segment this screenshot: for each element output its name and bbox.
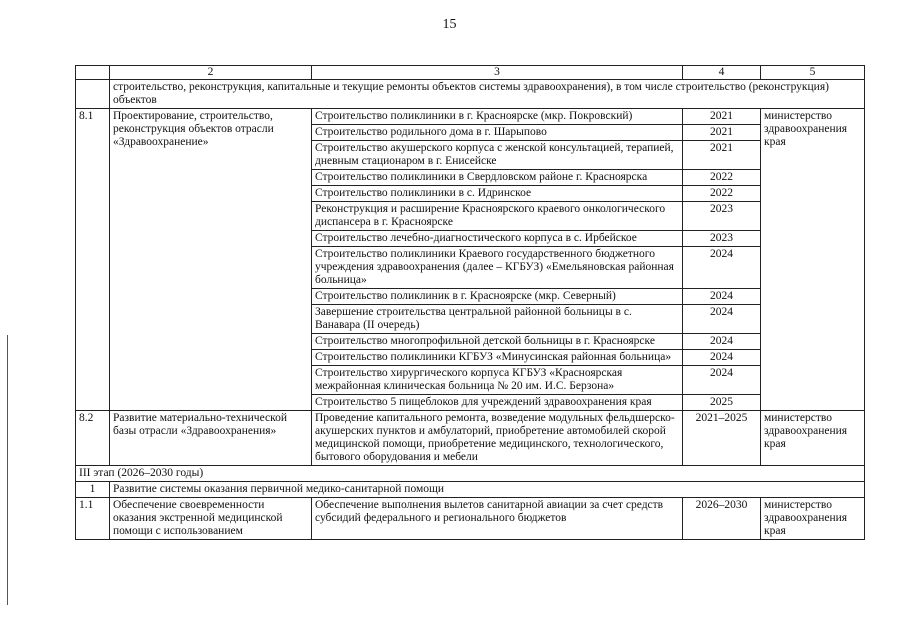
row-8-2-executor: министерство здравоохранения края [761, 411, 865, 466]
row-1-1 [76, 498, 865, 540]
row-8-1-item-text: Строительство поликлиники КГБУЗ «Минусинская районная больница» [312, 350, 683, 366]
row-8-1-item-year: 2025 [683, 395, 761, 411]
row-8-1-task: Проектирование, строительство, реконструкция объектов отрасли «Здравоохранение» [110, 109, 312, 411]
row-8-1-item-text: Строительство родильного дома в г. Шарыпово [312, 125, 683, 141]
row-8-1-item-year: 2023 [683, 231, 761, 247]
row-8-2-year: 2021–2025 [683, 411, 761, 466]
row-8-1-item-year: 2023 [683, 202, 761, 231]
continuation-num-cell [76, 80, 110, 109]
program-table [75, 65, 865, 540]
section-row [76, 482, 865, 498]
row-8-1-item-year: 2024 [683, 334, 761, 350]
page-number: 15 [442, 17, 457, 32]
row-8-1-item-year: 2024 [683, 289, 761, 305]
row-8-2 [76, 411, 865, 466]
row-1-1-activity: Обеспечение выполнения вылетов санитарной авиации за счет средств субсидий федерального и регионального бюджетов [312, 498, 683, 540]
continuation-row [76, 80, 865, 109]
row-8-1-item-text: Строительство поликлиники в Свердловском районе г. Красноярска [312, 170, 683, 186]
stage-title: III этап (2026–2030 годы) [76, 466, 865, 482]
row-8-1-item-year: 2022 [683, 186, 761, 202]
row-1-1-executor: министерство здравоохранения края [761, 498, 865, 540]
row-8-1-item-text: Строительство поликлиники в г. Красноярске (мкр. Покровский) [312, 109, 683, 125]
header-col-5: 5 [761, 66, 865, 80]
row-8-2-activity: Проведение капитального ремонта, возведение модульных фельдшерско-акушерских пунктов и амбулаторий, приобретение автомобилей скорой медицинской помощи, приобретение медицинского, технологического, бытового оборудования и мебели [312, 411, 683, 466]
row-8-1-item-year: 2024 [683, 247, 761, 289]
row-8-2-number: 8.2 [76, 411, 110, 466]
row-8-1-item-text: Строительство акушерского корпуса с женской консультацией, терапией, дневным стационаром в г. Енисейске [312, 141, 683, 170]
row-8-1-item-year: 2021 [683, 109, 761, 125]
row-8-1 [76, 109, 865, 125]
row-8-1-item-text: Завершение строительства центральной районной больницы в с. Ванавара (II очередь) [312, 305, 683, 334]
stage-row [76, 466, 865, 482]
section-title: Развитие системы оказания первичной медико-санитарной помощи [110, 482, 865, 498]
row-8-2-task: Развитие материально-технической базы отрасли «Здравоохранения» [110, 411, 312, 466]
row-8-1-item-year: 2024 [683, 350, 761, 366]
row-8-1-executor: министерство здравоохранения края [761, 109, 865, 411]
row-8-1-item-text: Строительство многопрофильной детской больницы в г. Красноярске [312, 334, 683, 350]
row-8-1-number: 8.1 [76, 109, 110, 411]
row-8-1-item-year: 2021 [683, 125, 761, 141]
header-row [76, 66, 865, 80]
continuation-text: строительство, реконструкция, капитальные и текущие ремонты объектов системы здравоохранения), в том числе строительство (реконструкция) объектов [110, 80, 865, 109]
header-col-1 [76, 66, 110, 80]
row-1-1-year: 2026–2030 [683, 498, 761, 540]
header-col-4: 4 [683, 66, 761, 80]
row-8-1-item-text: Реконструкция и расширение Красноярского краевого онкологического диспансера в г. Красноярске [312, 202, 683, 231]
header-col-3: 3 [312, 66, 683, 80]
row-8-1-item-year: 2022 [683, 170, 761, 186]
row-8-1-item-text: Строительство лечебно-диагностического корпуса в с. Ирбейское [312, 231, 683, 247]
row-8-1-item-text: Строительство поликлиники Краевого государственного бюджетного учреждения здравоохранения (далее – КГБУЗ) «Емельяновская районная больница» [312, 247, 683, 289]
scan-margin-line [7, 335, 8, 605]
header-col-2: 2 [110, 66, 312, 80]
row-1-1-task: Обеспечение своевременности оказания экстренной медицинской помощи с использованием [110, 498, 312, 540]
row-8-1-item-text: Строительство 5 пищеблоков для учреждений здравоохранения края [312, 395, 683, 411]
row-8-1-item-text: Строительство хирургического корпуса КГБУЗ «Красноярская межрайонная клиническая больница № 20 им. И.С. Берзона» [312, 366, 683, 395]
row-1-1-number: 1.1 [76, 498, 110, 540]
row-8-1-item-year: 2024 [683, 305, 761, 334]
row-8-1-item-year: 2024 [683, 366, 761, 395]
row-8-1-item-text: Строительство поликлиник в г. Красноярске (мкр. Северный) [312, 289, 683, 305]
row-8-1-item-year: 2021 [683, 141, 761, 170]
row-8-1-item-text: Строительство поликлиники в с. Идринское [312, 186, 683, 202]
section-number: 1 [76, 482, 110, 498]
